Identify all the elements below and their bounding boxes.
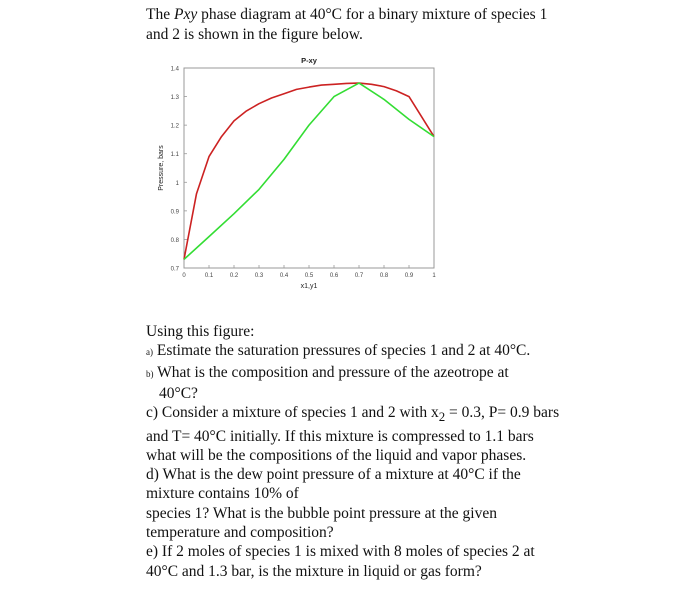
question-a-text: Estimate the saturation pressures of species 1 and 2 at 40°C. xyxy=(153,342,531,360)
question-b-cont: 40°C? xyxy=(159,384,198,402)
intro-paragraph xyxy=(146,5,566,45)
x-tick-label: 0.4 xyxy=(279,273,289,279)
x-tick-label: 0 xyxy=(182,273,186,279)
y-tick-label: 0.8 xyxy=(170,237,179,244)
chart-plot-area xyxy=(184,68,434,268)
question-b-label: b) xyxy=(146,368,154,379)
question-c-text-2: = 0.3, P= 0.9 bars and T= 40°C initially. If this mixture is compressed to 1.1 bars what will be the compositions of the liquid and vapor phases. xyxy=(146,404,560,464)
x-tick-label: 0.3 xyxy=(254,273,264,279)
chart-title: P-xy xyxy=(301,56,317,65)
question-a xyxy=(146,341,566,362)
x-tick-label: 0.9 xyxy=(404,273,414,279)
chart-x-label: x1,y1 xyxy=(300,283,318,290)
y-tick-label: 1.3 xyxy=(170,95,179,102)
question-c xyxy=(146,403,566,465)
question-c-sub: 2 xyxy=(438,409,446,425)
question-c-text-1: c) Consider a mixture of species 1 and 2 with x xyxy=(146,404,439,422)
x-tick-label: 0.1 xyxy=(204,273,214,279)
x-tick-label: 0.2 xyxy=(229,273,239,279)
y-tick-label: 1.1 xyxy=(170,152,179,159)
pxy-chart xyxy=(150,52,450,302)
y-tick-label: 0.9 xyxy=(170,209,179,216)
x-tick-label: 0.7 xyxy=(354,273,364,279)
x-tick-label: 0.5 xyxy=(304,273,314,279)
intro-text-2: phase diagram at 40°C for a binary mixture of species 1 and 2 is shown in the figure below. xyxy=(146,6,548,43)
questions-heading: Using this figure: xyxy=(146,323,255,340)
question-e: e) If 2 moles of species 1 is mixed with 8 moles of species 2 at 40°C and 1.3 bar, is the mixture in liquid or gas form? xyxy=(146,543,535,580)
question-b xyxy=(146,363,566,384)
question-d: d) What is the dew point pressure of a mixture at 40°C if the mixture contains 10% of xyxy=(146,466,521,503)
question-a-label: a) xyxy=(146,347,153,358)
chart-y-label: Pressure, bars xyxy=(158,145,165,191)
y-tick-label: 1 xyxy=(175,180,179,187)
intro-text-1: The xyxy=(146,6,174,23)
question-b-text: What is the composition and pressure of the azeotrope at xyxy=(153,363,509,381)
x-tick-label: 0.6 xyxy=(329,273,339,279)
intro-pxy: Pxy xyxy=(173,6,198,23)
x-tick-label: 0.8 xyxy=(379,273,389,279)
questions-block xyxy=(146,322,566,581)
question-d-cont: species 1? What is the bubble point pressure at the given temperature and composition? xyxy=(146,504,497,542)
y-tick-label: 1.2 xyxy=(170,123,179,130)
y-tick-label: 1.4 xyxy=(170,66,179,73)
x-tick-label: 1 xyxy=(432,273,436,279)
y-tick-label: 0.7 xyxy=(170,266,179,273)
